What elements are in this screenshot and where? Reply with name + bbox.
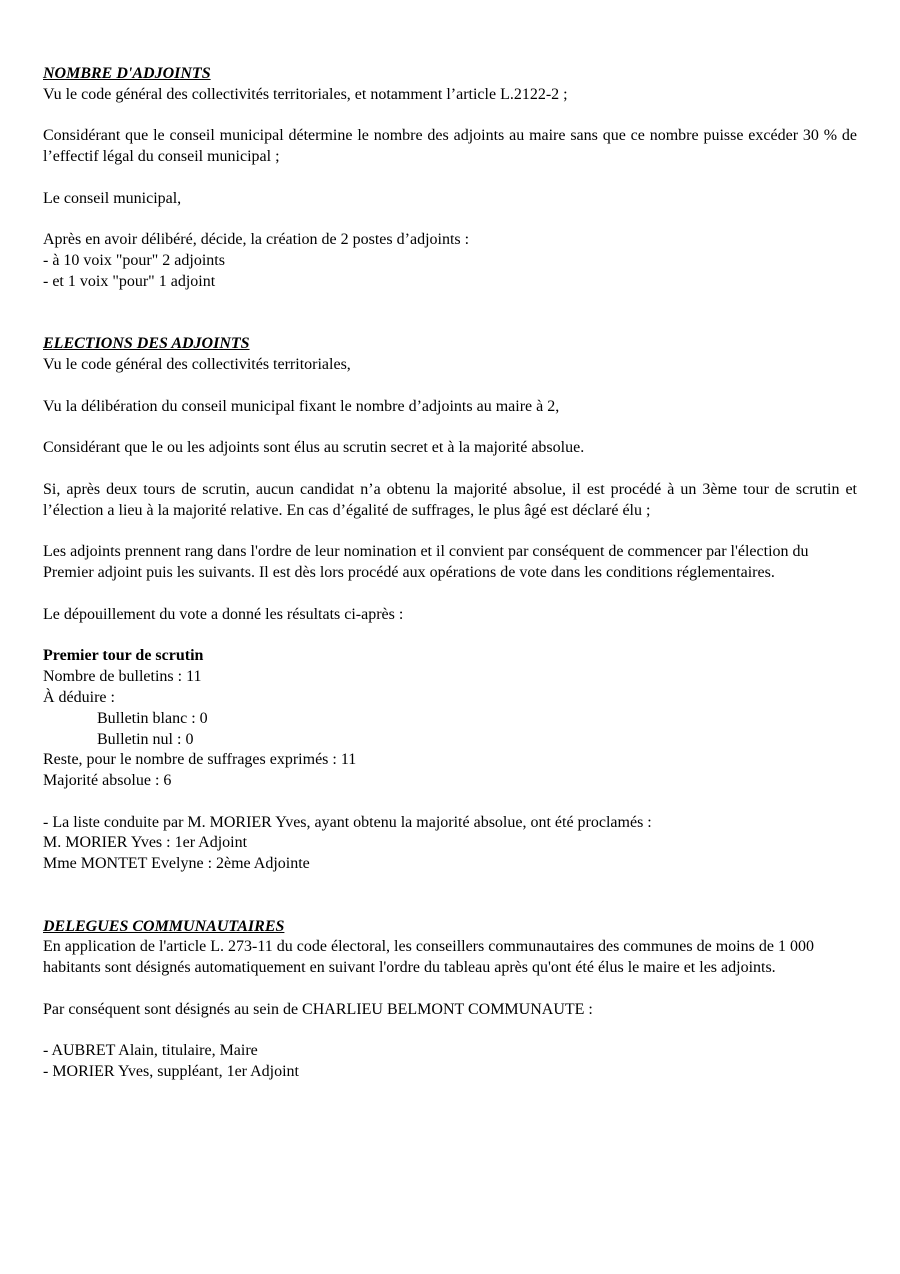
paragraph: Le dépouillement du vote a donné les résultats ci-après : bbox=[43, 605, 404, 623]
paragraph: Considérant que le conseil municipal détermine le nombre des adjoints au maire sans que ce nombre puisse excéder 30 % de l’effectif légal du conseil municipal ; bbox=[43, 127, 857, 166]
result-line: Nombre de bulletins : 11 bbox=[43, 668, 202, 686]
paragraph: Le conseil municipal, bbox=[43, 189, 182, 207]
paragraph: Si, après deux tours de scrutin, aucun candidat n’a obtenu la majorité absolue, il est procédé à un 3ème tour de scrutin et l’élection a lieu à la majorité relative. En cas d’égalité de suffrages, le plus âgé est déclaré élu ; bbox=[43, 480, 857, 519]
list-item: - et 1 voix "pour" 1 adjoint bbox=[43, 272, 216, 290]
paragraph: Vu le code général des collectivités territoriales, bbox=[43, 356, 351, 374]
result-line: Majorité absolue : 6 bbox=[43, 772, 172, 790]
paragraph: Après en avoir délibéré, décide, la création de 2 postes d’adjoints : bbox=[43, 231, 470, 249]
heading-elections-adjoints: ELECTIONS DES ADJOINTS bbox=[43, 335, 250, 353]
paragraph: Vu le code général des collectivités territoriales, et notamment l’article L.2122-2 ; bbox=[43, 85, 568, 103]
paragraph: Considérant que le ou les adjoints sont élus au scrutin secret et à la majorité absolue. bbox=[43, 439, 585, 457]
round-title: Premier tour de scrutin bbox=[43, 647, 204, 665]
result-line: Reste, pour le nombre de suffrages exprimés : 11 bbox=[43, 751, 357, 769]
heading-nombre-adjoints: NOMBRE D'ADJOINTS bbox=[43, 65, 211, 82]
result-line: À déduire : bbox=[43, 688, 115, 706]
list-item: - AUBRET Alain, titulaire, Maire bbox=[43, 1042, 258, 1060]
paragraph: - La liste conduite par M. MORIER Yves, ayant obtenu la majorité absolue, ont été proclamés : bbox=[43, 813, 652, 831]
document-page bbox=[43, 64, 857, 1083]
list-item: Mme MONTET Evelyne : 2ème Adjointe bbox=[43, 855, 310, 873]
result-line: Bulletin nul : 0 bbox=[97, 730, 194, 748]
paragraph: Vu la délibération du conseil municipal fixant le nombre d’adjoints au maire à 2, bbox=[43, 397, 560, 415]
paragraph: En application de l'article L. 273-11 du code électoral, les conseillers communautaires des communes de moins de 1 000 habitants sont désignés automatiquement en suivant l'ordre du tableau après qu'ont été élus le maire et les adjoints. bbox=[43, 938, 814, 977]
list-item: M. MORIER Yves : 1er Adjoint bbox=[43, 834, 248, 852]
heading-delegues-communautaires: DELEGUES COMMUNAUTAIRES bbox=[43, 917, 285, 935]
result-line: Bulletin blanc : 0 bbox=[97, 709, 208, 727]
paragraph: Les adjoints prennent rang dans l'ordre de leur nomination et il convient par conséquent de commencer par l'élection du Premier adjoint puis les suivants. Il est dès lors procédé aux opérations de vote dans les conditions réglementaires. bbox=[43, 543, 809, 582]
list-item: - à 10 voix "pour" 2 adjoints bbox=[43, 252, 225, 270]
paragraph: Par conséquent sont désignés au sein de CHARLIEU BELMONT COMMUNAUTE : bbox=[43, 1000, 593, 1018]
list-item: - MORIER Yves, suppléant, 1er Adjoint bbox=[43, 1063, 299, 1081]
